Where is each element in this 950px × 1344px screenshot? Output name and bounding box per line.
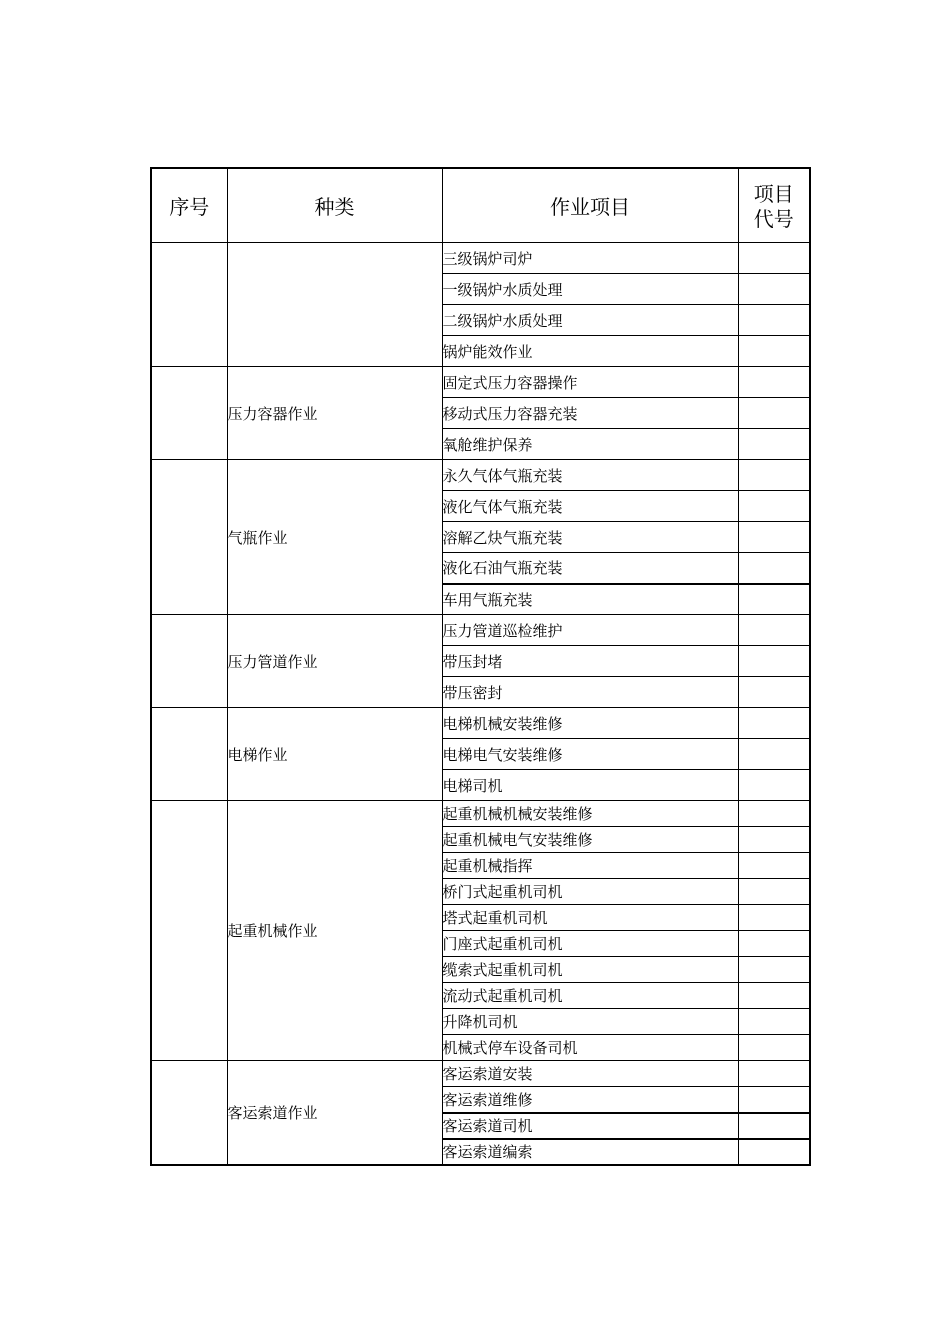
code-cell (738, 677, 810, 708)
header-code-line2: 代号 (753, 206, 794, 231)
item-cell: 桥门式起重机司机 (442, 879, 738, 905)
code-cell (738, 957, 810, 983)
item-cell: 门座式起重机司机 (442, 931, 738, 957)
work-items-table (150, 167, 811, 1166)
item-cell: 氧舱维护保养 (442, 429, 738, 460)
category-cell: 压力管道作业 (227, 615, 442, 708)
code-cell (738, 274, 810, 305)
table-row (151, 460, 810, 491)
table-row (151, 615, 810, 646)
code-cell (738, 305, 810, 336)
item-cell: 机械式停车设备司机 (442, 1035, 738, 1061)
table-row (151, 801, 810, 827)
code-cell (738, 1087, 810, 1113)
code-cell (738, 879, 810, 905)
item-cell: 客运索道安装 (442, 1061, 738, 1087)
index-cell (151, 243, 227, 367)
code-cell (738, 931, 810, 957)
item-cell: 客运索道司机 (442, 1113, 738, 1139)
category-cell: 气瓶作业 (227, 460, 442, 615)
item-cell: 客运索道编索 (442, 1139, 738, 1165)
item-cell: 永久气体气瓶充装 (442, 460, 738, 491)
table-row (151, 367, 810, 398)
header-code-line1: 项目 (753, 181, 794, 206)
item-cell: 压力管道巡检维护 (442, 615, 738, 646)
item-cell: 溶解乙炔气瓶充装 (442, 522, 738, 553)
code-cell (738, 367, 810, 398)
table-row (151, 1061, 810, 1087)
item-cell: 起重机械电气安装维修 (442, 827, 738, 853)
index-cell (151, 801, 227, 1061)
code-cell (738, 801, 810, 827)
code-cell (738, 553, 810, 584)
item-cell: 移动式压力容器充装 (442, 398, 738, 429)
category-cell: 压力容器作业 (227, 367, 442, 460)
code-cell (738, 905, 810, 931)
item-cell: 一级锅炉水质处理 (442, 274, 738, 305)
item-cell: 起重机械机械安装维修 (442, 801, 738, 827)
code-cell (738, 770, 810, 801)
item-cell: 带压密封 (442, 677, 738, 708)
item-cell: 电梯机械安装维修 (442, 708, 738, 739)
code-cell (738, 1061, 810, 1087)
index-cell (151, 708, 227, 801)
index-cell (151, 367, 227, 460)
code-cell (738, 243, 810, 274)
code-cell (738, 491, 810, 522)
item-cell: 车用气瓶充装 (442, 584, 738, 615)
code-cell (738, 1113, 810, 1139)
item-cell: 固定式压力容器操作 (442, 367, 738, 398)
code-cell (738, 336, 810, 367)
item-cell: 塔式起重机司机 (442, 905, 738, 931)
index-cell (151, 615, 227, 708)
item-cell: 锅炉能效作业 (442, 336, 738, 367)
index-cell (151, 1061, 227, 1165)
code-cell (738, 1035, 810, 1061)
item-cell: 电梯司机 (442, 770, 738, 801)
category-cell (227, 243, 442, 367)
header-index: 序号 (151, 168, 227, 243)
item-cell: 升降机司机 (442, 1009, 738, 1035)
item-cell: 带压封堵 (442, 646, 738, 677)
code-cell (738, 460, 810, 491)
code-cell (738, 708, 810, 739)
header-item: 作业项目 (442, 168, 738, 243)
code-cell (738, 983, 810, 1009)
code-cell (738, 827, 810, 853)
item-cell: 客运索道维修 (442, 1087, 738, 1113)
index-cell (151, 460, 227, 615)
code-cell (738, 398, 810, 429)
table-body (151, 243, 810, 1165)
code-cell (738, 429, 810, 460)
header-category: 种类 (227, 168, 442, 243)
category-cell: 客运索道作业 (227, 1061, 442, 1165)
header-code (738, 168, 810, 243)
code-cell (738, 646, 810, 677)
category-cell: 电梯作业 (227, 708, 442, 801)
item-cell: 电梯电气安装维修 (442, 739, 738, 770)
item-cell: 液化气体气瓶充装 (442, 491, 738, 522)
item-cell: 液化石油气瓶充装 (442, 553, 738, 584)
code-cell (738, 1139, 810, 1165)
code-cell (738, 739, 810, 770)
header-row (151, 168, 810, 243)
item-cell: 三级锅炉司炉 (442, 243, 738, 274)
table-row (151, 708, 810, 739)
code-cell (738, 853, 810, 879)
code-cell (738, 615, 810, 646)
item-cell: 起重机械指挥 (442, 853, 738, 879)
item-cell: 流动式起重机司机 (442, 983, 738, 1009)
code-cell (738, 584, 810, 615)
item-cell: 缆索式起重机司机 (442, 957, 738, 983)
code-cell (738, 522, 810, 553)
code-cell (738, 1009, 810, 1035)
table-row (151, 243, 810, 274)
item-cell: 二级锅炉水质处理 (442, 305, 738, 336)
category-cell: 起重机械作业 (227, 801, 442, 1061)
